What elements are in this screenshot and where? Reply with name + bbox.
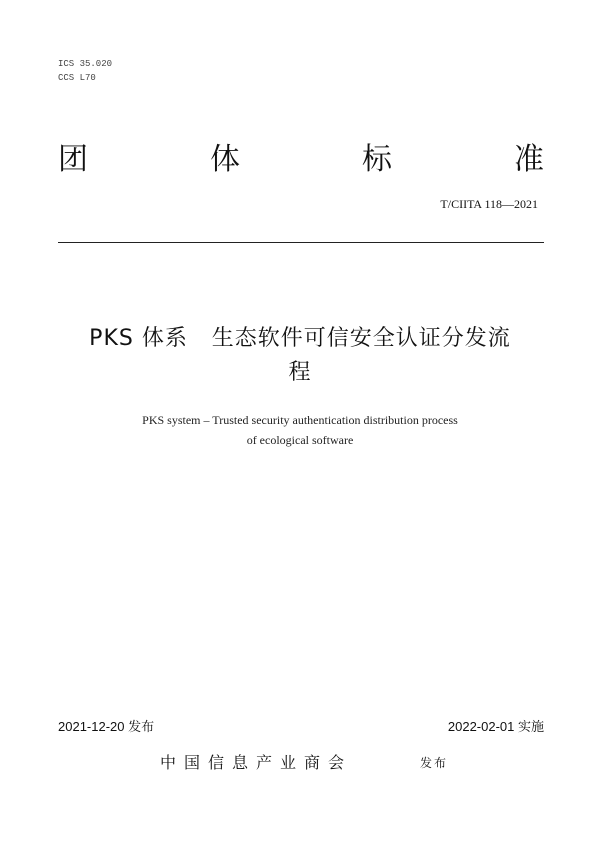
issuing-organization: 中国信息产业商会 [160, 753, 353, 772]
chinese-title-line: 程 [288, 360, 312, 385]
standard-type-char: 准 [514, 142, 544, 177]
standard-number: T/CIITA 118—2021 [440, 197, 538, 211]
english-title-line: PKS system – Trusted security authentication distribution process [142, 413, 458, 427]
english-title [80, 410, 520, 450]
header-divider [58, 242, 544, 243]
ics-code: ICS 35.020 [58, 59, 113, 69]
classification-codes [58, 57, 112, 85]
standard-type-char: 标 [362, 142, 392, 177]
issuer-suffix: 发布 [420, 756, 449, 770]
english-title-line: of ecological software [246, 433, 354, 447]
standard-type-char: 体 [210, 142, 240, 177]
ccs-code: CCS L70 [58, 73, 96, 83]
issue-date: 2021-12-20 发布 [58, 719, 155, 734]
standard-type-heading [58, 138, 544, 182]
standard-type-char: 团 [58, 142, 88, 177]
chinese-title [50, 322, 550, 390]
implementation-date: 2022-02-01 实施 [447, 719, 544, 734]
chinese-title-line: PKS 体系 生态软件可信安全认证分发流 [89, 326, 511, 351]
